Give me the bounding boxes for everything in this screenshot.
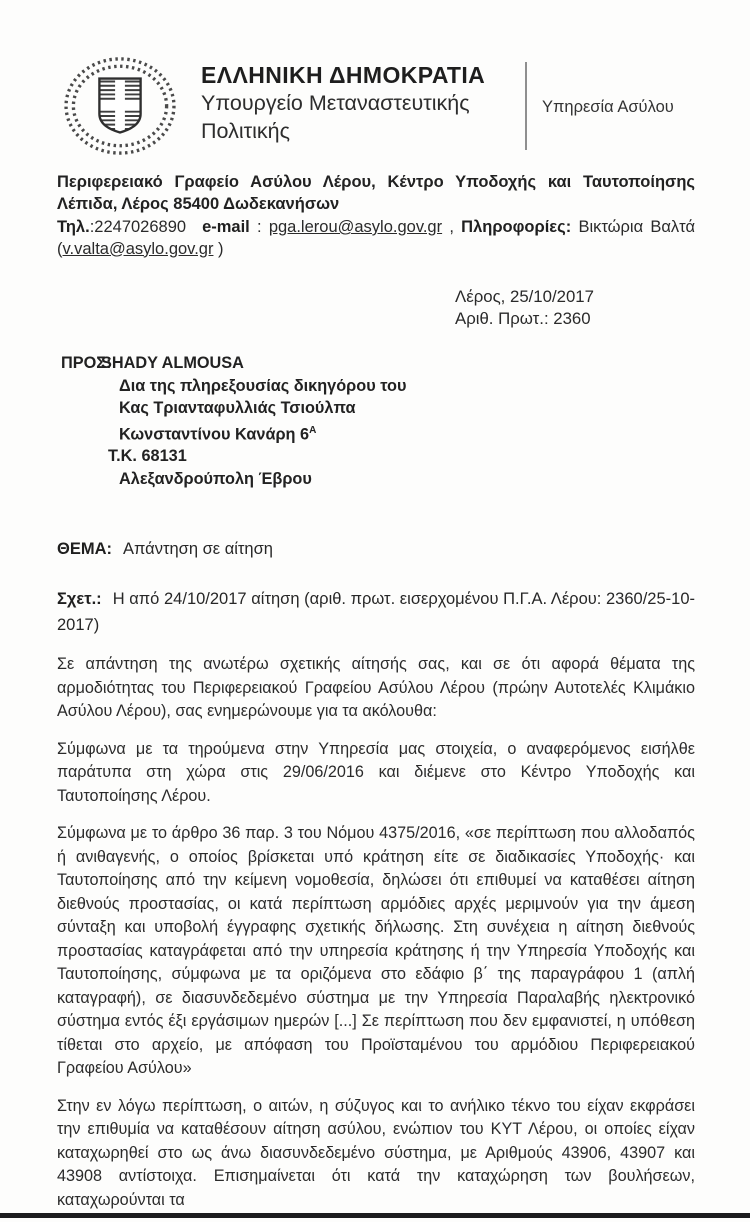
paren-open: (: [57, 239, 63, 258]
letterhead-titles: [201, 54, 485, 158]
recipient-line: Τ.Κ. 68131: [108, 447, 187, 466]
ministry-title-line2: Πολιτικής: [201, 119, 290, 143]
office-block: [57, 172, 695, 260]
body-paragraph-3: Σύμφωνα με το άρθρο 36 παρ. 3 του Νόμου 4375/2016, «σε περίπτωση που αλλοδαπός ή ανιθαγενής, ο οποίος βρίσκεται υπό κράτηση είτε σε διαδικασίες Υποδοχής· και Ταυτοποίησης από την κείμενη νομοθεσία, δηλώσει ότι επιθυμεί να καταθέσει αίτηση διεθνούς προστασίας, οι κατά περίπτωση αρμόδιες αρχές μεριμνούν για την άμεση σύνταξη και υποβολή έγγραφης σχετικής δήλωσης. Στη συνέχεια η αίτηση διεθνούς προστασίας καταγράφεται από την υπηρεσία κράτησης ή την Υπηρεσία Υποδοχής και Ταυτοποίησης, σύμφωνα με τα οριζόμενα στο εδάφιο β΄ της παραγράφου 1 (απλή καταγραφή), σε διασυνδεδεμένο σύστημα με την Υπηρεσία Παραλαβής ηλεκτρονικό σύστημα εντός έξι εργάσιμων ημερών [...] Σε περίπτωση που δεν εμφανιστεί, η υπόθεση τίθεται στο αρχείο, με απόφαση του Προϊσταμένου του αρμόδιου Περιφερειακού Γραφείου Ασύλου»: [57, 824, 695, 1078]
recipient-line: Δια της πληρεξουσίας δικηγόρου του: [119, 376, 407, 395]
date-protocol-block: [455, 286, 695, 330]
email-comma: ,: [442, 218, 462, 236]
to-label: ΠΡΟΣ:: [61, 354, 112, 372]
body-paragraph-1: Σε απάντηση της ανωτέρω σχετικής αίτησής σας, και σε ότι αφορά θέματα της αρμοδιότητας του Περιφερειακού Γραφείου Ασύλου Λέρου (πρώην Αυτοτελές Κλιμάκιο Ασύλου Λέρου), σας ενημερώνουμε για τα ακόλουθα:: [57, 655, 695, 721]
subject-line: [57, 538, 695, 560]
recipient-line: [119, 420, 695, 446]
header-divider: [525, 62, 527, 150]
tel-number: :2247026890: [89, 218, 187, 236]
info-label: Πληροφορίες:: [461, 218, 572, 236]
body-paragraph-4: Στην εν λόγω περίπτωση, ο αιτών, η σύζυγος και το ανήλικο τέκνο του είχαν εκφράσει την επιθυμία να καταθέσουν αίτηση ασύλου, ενώπιον του ΚΥΤ Λέρου, οι οποίες είχαν καταχωρηθεί στο ως άνω διασυνδεδεμένο σύστημα, με Αριθμούς 43906, 43907 και 43908 αντίστοιχα. Επισημαίνεται ότι κατά την καταχώρηση των βουλήσεων, καταχωρούνται τα: [57, 1096, 695, 1209]
service-name: Υπηρεσία Ασύλου: [542, 98, 674, 116]
body-paragraph-2: Σύμφωνα με τα τηρούμενα στην Υπηρεσία μας στοιχεία, ο αναφερόμενος εισήλθε παράτυπα στη χώρα στις 29/06/2016 και διέμενε στο Κέντρο Υποδοχής και Ταυτοποίησης Λέρου.: [57, 739, 695, 805]
info-name: Βικτώρια Βαλτά: [571, 218, 695, 236]
letterhead-left: [57, 54, 525, 158]
email-link-valta[interactable]: v.valta@asylo.gov.gr: [62, 239, 214, 258]
office-address: Περιφερειακό Γραφείο Ασύλου Λέρου, Κέντρο Υποδοχής και Ταυτοποίησης Λέπιδα, Λέρος 85400 Δωδεκανήσων: [57, 173, 695, 213]
reference-label: Σχετ.:: [57, 590, 102, 609]
paren-close: ): [213, 239, 224, 258]
scan-edge-bar: [0, 1213, 750, 1218]
recipient-name: SHADY ALMOUSA: [101, 354, 244, 372]
protocol-number: Αριθ. Πρωτ.: 2360: [455, 309, 591, 328]
subject-label: ΘΕΜΑ:: [57, 540, 112, 559]
recipient-line: Κας Τριανταφυλλιάς Τσιούλπα: [119, 399, 356, 417]
email-colon: :: [249, 218, 269, 236]
letterhead: [57, 0, 695, 158]
recipient-street: Κωνσταντίνου Κανάρη 6: [119, 424, 310, 443]
contact-line: [57, 217, 695, 260]
recipient-lines: [61, 375, 695, 491]
subject-text: Απάντηση σε αίτηση: [123, 540, 273, 559]
greek-coat-of-arms-icon: [61, 54, 179, 158]
place-date: Λέρος, 25/10/2017: [455, 287, 594, 306]
recipient-block: [61, 352, 695, 490]
reference-line: [57, 586, 695, 638]
recipient-row: [61, 352, 695, 375]
street-number-superscript: Α: [309, 424, 317, 436]
recipient-line: Αλεξανδρούπολη Έβρου: [119, 469, 312, 488]
email-label: e-mail: [202, 218, 250, 236]
email-link-pga[interactable]: pga.lerou@asylo.gov.gr: [268, 218, 443, 236]
ministry-title-line1: Υπουργείο Μεταναστευτικής: [201, 91, 470, 115]
republic-title: ΕΛΛΗΝΙΚΗ ΔΗΜΟΚΡΑΤΙΑ: [201, 62, 486, 88]
tel-label: Τηλ.: [57, 218, 90, 236]
reference-text: Η από 24/10/2017 αίτηση (αριθ. πρωτ. εισερχομένου Π.Γ.Α. Λέρου: 2360/25-10-2017): [57, 590, 695, 635]
